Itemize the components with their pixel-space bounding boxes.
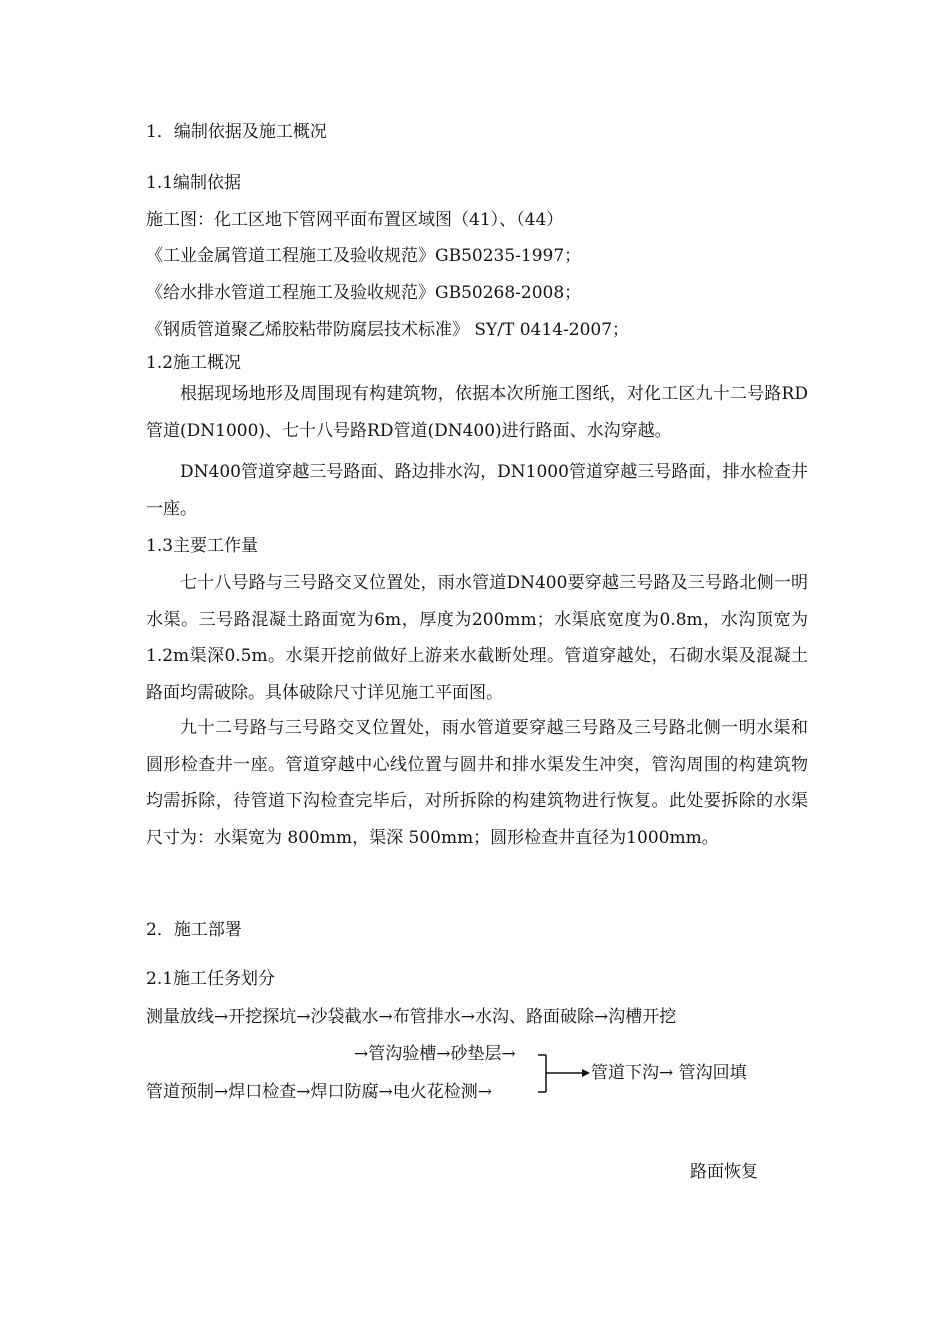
flow-road-restoration: 路面恢复 <box>690 1162 758 1182</box>
section-1-1-title: 1.1编制依据 <box>146 173 242 193</box>
section-1-title: 1．编制依据及施工概况 <box>146 122 327 142</box>
flow-row-3: 管道预制→焊口检查→焊口防腐→电火花检测→ <box>146 1082 492 1102</box>
reference-standard-gb50235: 《工业金属管道工程施工及验收规范》GB50235-1997； <box>146 246 582 266</box>
overview-paragraph-2: DN400管道穿越三号路面、路边排水沟，DN1000管道穿越三号路面，排水检查井一座。 <box>146 462 808 519</box>
flow-merge-result: 管道下沟→ 管沟回填 <box>591 1063 747 1083</box>
overview-paragraph-1: 根据现场地形及周围现有构建筑物，依据本次所施工图纸，对化工区九十二号路RD管道(DN1000)、七十八号路RD管道(DN400)进行路面、水沟穿越。 <box>146 384 808 441</box>
section-1-2-title: 1.2施工概况 <box>146 353 242 373</box>
reference-standard-sy0414: 《钢质管道聚乙烯胶粘带防腐层技术标准》 SY/T 0414-2007； <box>146 320 630 340</box>
flow-row-1: 测量放线→开挖探坑→沙袋截水→布管排水→水沟、路面破除→沟槽开挖 <box>146 1007 677 1027</box>
reference-standard-gb50268: 《给水排水管道工程施工及验收规范》GB50268-2008； <box>146 283 582 303</box>
workload-paragraph-2: 九十二号路与三号路交叉位置处，雨水管道要穿越三号路及三号路北侧一明水渠和圆形检查井一座。管道穿越中心线位置与圆井和排水渠发生冲突，管沟周围的构建筑物均需拆除，待管道下沟检查完毕后，对所拆除的构建筑物进行恢复。此处要拆除的水渠尺寸为：水渠宽为 800mm，渠深 500mm；圆形检查井直径为1000mm。 <box>146 718 808 848</box>
section-1-3-title: 1.3主要工作量 <box>146 536 259 556</box>
reference-drawing: 施工图：化工区地下管网平面布置区域图（41）、（44） <box>146 210 564 230</box>
section-2-1-title: 2.1施工任务划分 <box>146 969 276 989</box>
section-2-title: 2．施工部署 <box>146 920 242 940</box>
flow-merge-arrow <box>538 1045 590 1097</box>
workload-paragraph-1: 七十八号路与三号路交叉位置处，雨水管道DN400要穿越三号路及三号路北侧一明水渠。三号路混凝土路面宽为6m，厚度为200mm；水渠底宽度为0.8m，水沟顶宽为1.2m渠深0.5m。水渠开挖前做好上游来水截断处理。管道穿越处，石砌水渠及混凝土路面均需破除。具体破除尺寸详见施工平面图。 <box>146 573 808 703</box>
flow-row-2: →管沟验槽→砂垫层→ <box>354 1044 516 1064</box>
